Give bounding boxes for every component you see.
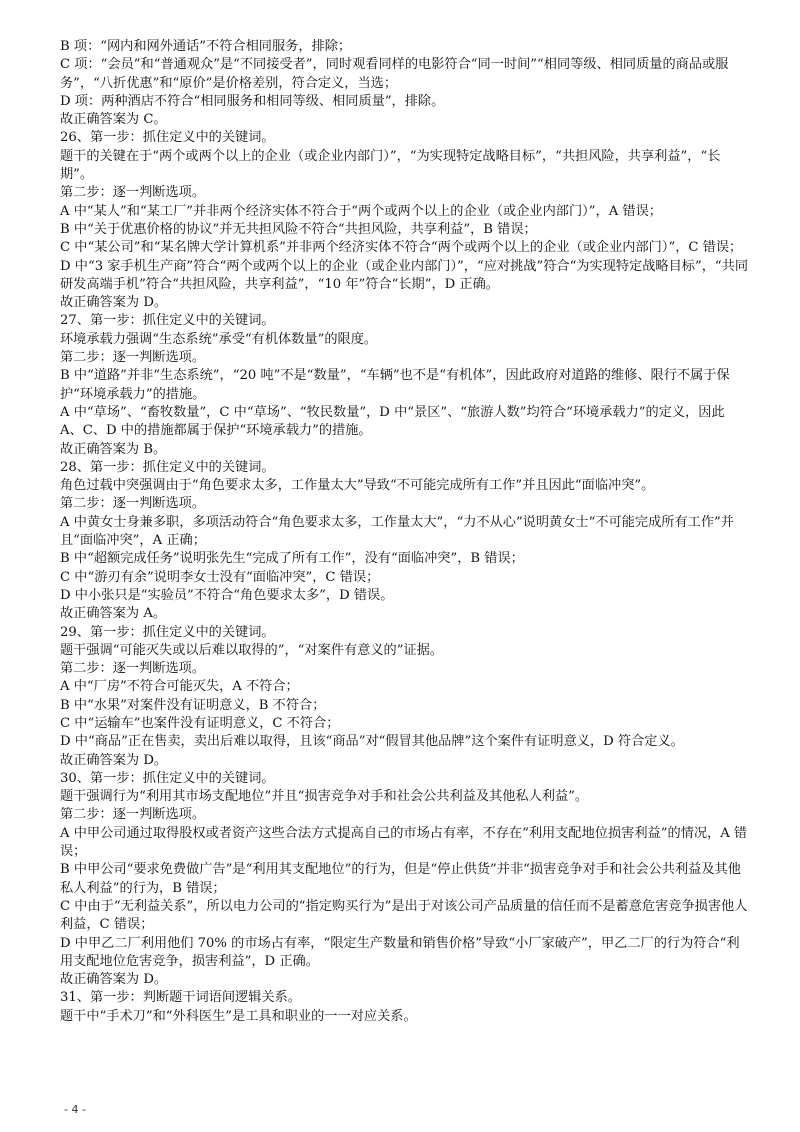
text-line: 环境承载力强调“生态系统”承受“有机体数量”的限度。 bbox=[60, 331, 378, 347]
text-line: A 中甲公司通过取得股权或者资产这些合法方式提高自己的市场占有率，不存在“利用支配地位损害利益”的情况，A 错误； bbox=[60, 825, 748, 860]
text-line: 题干中“手术刀”和“外科医生”是工具和职业的一一对应关系。 bbox=[60, 1008, 417, 1024]
question-step-heading: 31、第一步：判断题干词语间逻辑关系。 bbox=[60, 990, 301, 1006]
answer-line: 故正确答案为 D。 bbox=[60, 752, 168, 768]
text-line: B 中“道路”并非“生态系统”，“20 吨”不是“数量”，“车辆”也不是“有机体”，因此政府对道路的维修、限行不属于保护“环境承载力”的措施。 bbox=[60, 368, 730, 402]
text-line: C 中由于“无利益关系”，所以电力公司的“指定购买行为”是出于对该公司产品质量的信任而不是蓄意危害竞争损害他人利益，C 错误； bbox=[60, 898, 748, 933]
text-line: D 中“商品”正在售卖，卖出后难以取得，且该“商品”对“假冒其他品牌”这个案件有证明意义，D 符合定义。 bbox=[60, 734, 684, 750]
question-step-heading: 28、第一步：抓住定义中的关键词。 bbox=[60, 459, 275, 475]
text-line: D 中“3 家手机生产商”符合“两个或两个以上的企业（或企业内部门）”，“应对挑战”符合“为实现特定战略目标”，“共同研发高端手机”符合“共担风险，共享利益”，“10 年”符合“长期”，D 正确。 bbox=[60, 258, 749, 292]
text-line: B 项：“网内和网外通话”不符合相同服务，排除； bbox=[60, 39, 352, 54]
answer-line: 故正确答案为 D。 bbox=[60, 972, 168, 988]
question-step-heading: 第二步：逐一判断选项。 bbox=[60, 350, 206, 366]
text-line: B 中甲公司“要求免费做广告”是“利用其支配地位”的行为，但是“停止供货”并非“损害竞争对手和社会公共利益及其他私人利益”的行为，B 错误； bbox=[60, 862, 741, 896]
page-number: - 4 - bbox=[64, 1103, 86, 1116]
text-line: A 中黄女士身兼多职，多项活动符合“角色要求太多，工作量太大”，“力不从心”说明黄女士“不可能完成所有工作”并且“面临冲突”，A 正确； bbox=[60, 514, 734, 549]
text-line: C 中“游刃有余”说明李女士没有“面临冲突”，C 错误； bbox=[60, 569, 380, 585]
text-line: B 中“水果”对案件没有证明意义，B 不符合； bbox=[60, 697, 326, 713]
answer-line: 故正确答案为 B。 bbox=[60, 441, 167, 457]
text-line: B 中“超额完成任务”说明张先生“完成了所有工作”，没有“面临冲突”，B 错误； bbox=[60, 551, 524, 567]
question-step-heading: 29、第一步：抓住定义中的关键词。 bbox=[60, 624, 275, 640]
question-step-heading: 第二步：逐一判断选项。 bbox=[60, 185, 206, 201]
text-line: 题干强调“可能灭失或以后难以取得的”，“对案件有意义的”证据。 bbox=[60, 642, 444, 658]
question-step-heading: 30、第一步：抓住定义中的关键词。 bbox=[60, 770, 275, 786]
text-line: C 项：“会员”和“普通观众”是“不同接受者”，同时观看同样的电影符合“同一时间”“相同等级、相同质量的商品或服务”，“八折优惠”和“原价”是价格差别，符合定义，当选； bbox=[60, 57, 729, 91]
question-step-heading: 第二步：逐一判断选项。 bbox=[60, 661, 206, 677]
text-line: 题干的关键在于“两个或两个以上的企业（或企业内部门）”，“为实现特定战略目标”，“共担风险，共享利益”，“长期”。 bbox=[60, 148, 721, 183]
answer-line: 故正确答案为 D。 bbox=[60, 295, 168, 311]
answer-line: 故正确答案为 C。 bbox=[60, 112, 167, 128]
question-step-heading: 第二步：逐一判断选项。 bbox=[60, 496, 206, 512]
answer-line: 故正确答案为 A。 bbox=[60, 606, 167, 622]
text-line: A 中“草场”、“畜牧数量”，C 中“草场”、“牧民数量”，D 中“景区”、“旅游人数”均符合“环境承载力”的定义，因此 A、C、D 中的措施都属于保护“环境承载力”的措施。 bbox=[60, 404, 725, 439]
text-line: D 中甲乙二厂利用他们 70% 的市场占有率，“限定生产数量和销售价格”导致“小厂家破产”，甲乙二厂的行为符合“利用支配地位危害竞争，损害利益”，D 正确。 bbox=[60, 935, 740, 969]
text-line: D 项：两种酒店不符合“相同服务和相同等级、相同质量”，排除。 bbox=[60, 93, 445, 109]
question-step-heading: 第二步：逐一判断选项。 bbox=[60, 807, 206, 823]
text-line: C 中“某公司”和“某名牌大学计算机系”并非两个经济实体不符合“两个或两个以上的企业（或企业内部门）”，C 错误； bbox=[60, 240, 743, 256]
text-line: A 中“某人”和“某工厂”并非两个经济实体不符合于“两个或两个以上的企业（或企业内部门）”，A 错误； bbox=[60, 203, 662, 219]
text-line: A 中“厂房”不符合可能灭失，A 不符合； bbox=[60, 679, 299, 695]
text-line: 角色过载中突强调由于“角色要求太多，工作量太大”导致“不可能完成所有工作”并且因此“面临冲突”。 bbox=[60, 478, 655, 494]
text-line: D 中小张只是“实验员”不符合“角色要求太多”，D 错误。 bbox=[60, 587, 394, 603]
text-line: B 中“关于优惠价格的协议”并无共担风险不符合“共担风险，共享利益”，B 错误； bbox=[60, 221, 537, 237]
question-step-heading: 26、第一步：抓住定义中的关键词。 bbox=[60, 130, 275, 146]
document-body bbox=[60, 38, 750, 1026]
question-step-heading: 27、第一步：抓住定义中的关键词。 bbox=[60, 313, 275, 329]
text-line: C 中“运输车”也案件没有证明意义，C 不符合； bbox=[60, 715, 340, 731]
text-line: 题干强调行为“利用其市场支配地位”并且“损害竞争对手和社会公共利益及其他私人利益”。 bbox=[60, 789, 589, 805]
